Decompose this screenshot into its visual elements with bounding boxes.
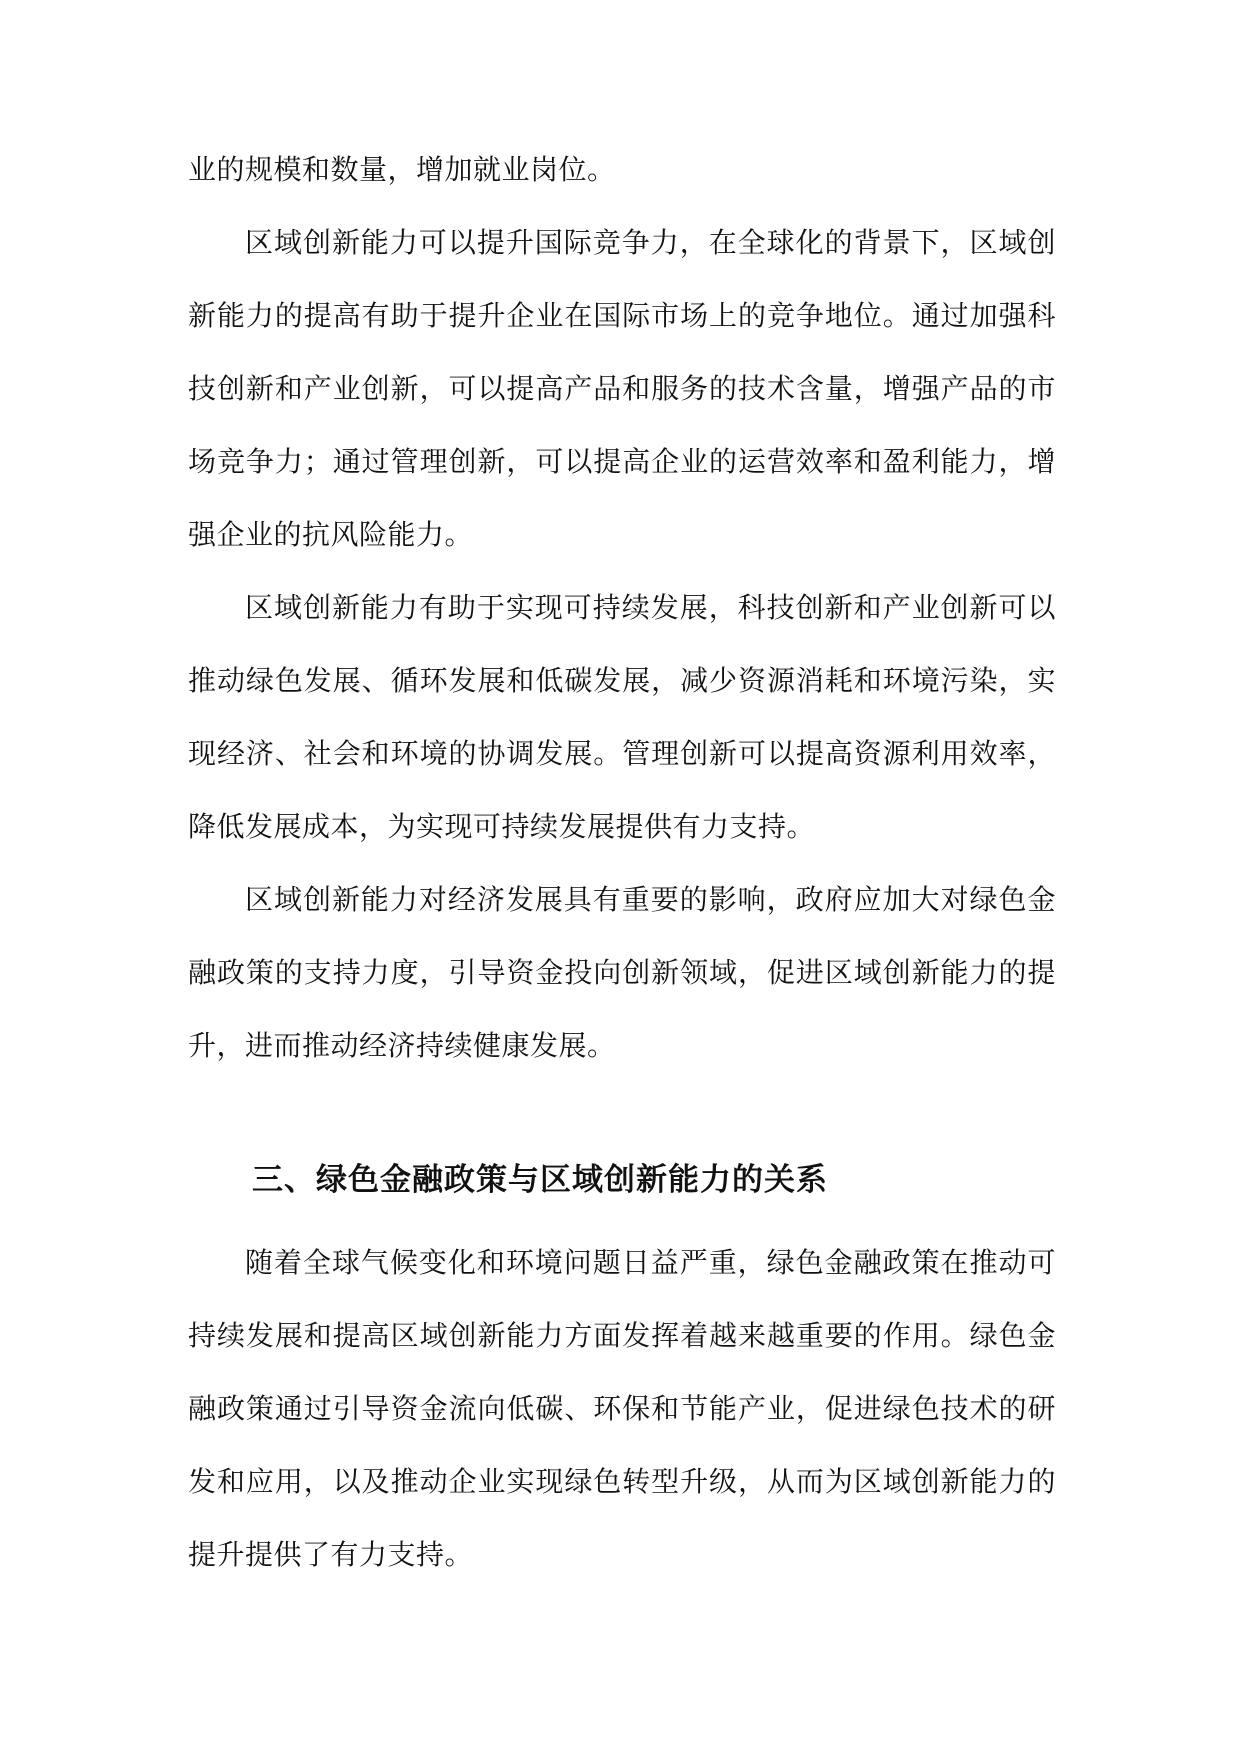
section-heading: 三、绿色金融政策与区域创新能力的关系 [252,1162,828,1198]
paragraph-international-competitiveness: 区域创新能力可以提升国际竞争力，在全球化的背景下，区域创新能力的提高有助于提升企业在国际市场上的竞争地位。通过加强科技创新和产业创新，可以提高产品和服务的技术含量，增强产品的市场竞争力；通过管理创新，可以提高企业的运营效率和盈利能力，增强企业的抗风险能力。 [188,226,1056,551]
paragraph-sustainable-development: 区域创新能力有助于实现可持续发展，科技创新和产业创新可以推动绿色发展、循环发展和低碳发展，减少资源消耗和环境污染，实现经济、社会和环境的协调发展。管理创新可以提高资源利用效率，降低发展成本，为实现可持续发展提供有力支持。 [188,591,1056,843]
paragraph-continuation: 业的规模和数量，增加就业岗位。 [188,153,616,186]
paragraph-green-finance-role: 随着全球气候变化和环境问题日益严重，绿色金融政策在推动可持续发展和提高区域创新能力方面发挥着越来越重要的作用。绿色金融政策通过引导资金流向低碳、环保和节能产业，促进绿色技术的研发和应用，以及推动企业实现绿色转型升级，从而为区域创新能力的提升提供了有力支持。 [188,1246,1056,1571]
paragraph-policy-support: 区域创新能力对经济发展具有重要的影响，政府应加大对绿色金融政策的支持力度，引导资金投向创新领域，促进区域创新能力的提升，进而推动经济持续健康发展。 [188,883,1056,1062]
